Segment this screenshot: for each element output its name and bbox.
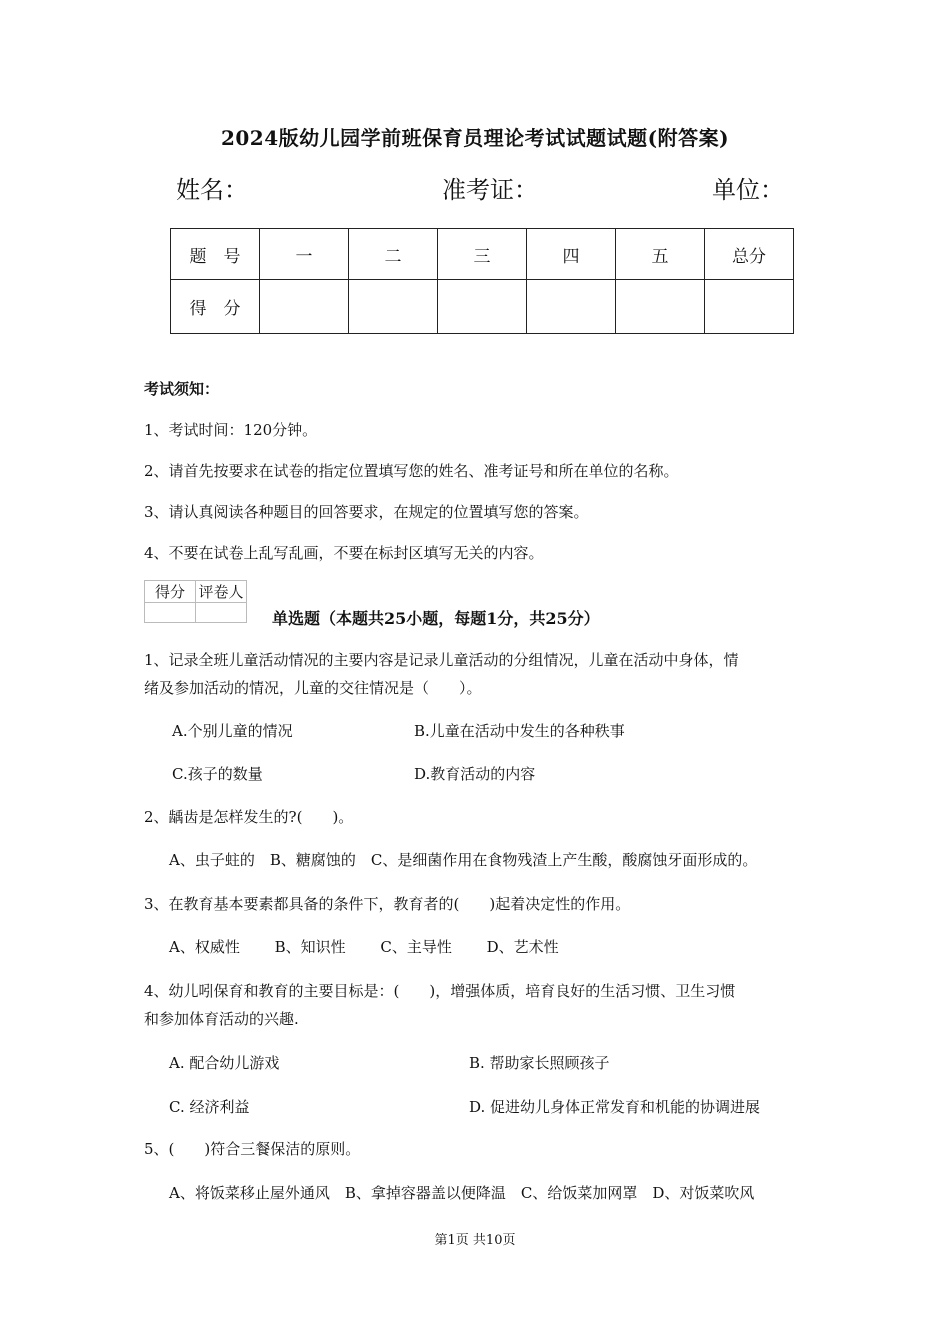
q2-options: A、虫子蛀的 B、糖腐蚀的 C、是细菌作用在食物残渣上产生酸，酸腐蚀牙面形成的。 bbox=[169, 851, 758, 869]
score-header-1: 一 bbox=[260, 229, 349, 280]
page-footer: 第1页 共10页 bbox=[434, 1233, 516, 1248]
unit-field-label: 单位： bbox=[712, 176, 784, 204]
section-title: 单选题（本题共25小题，每题1分，共25分） bbox=[272, 609, 600, 628]
grader-box bbox=[144, 580, 247, 623]
q4-option-c: C. 经济利益 bbox=[169, 1098, 250, 1116]
score-table-header-row bbox=[171, 229, 794, 280]
notice-item-1: 1、考试时间：120分钟。 bbox=[144, 421, 318, 439]
score-row-label: 得 分 bbox=[171, 280, 260, 334]
score-cell-3 bbox=[438, 280, 527, 334]
notice-item-4: 4、不要在试卷上乱写乱画，不要在标封区填写无关的内容。 bbox=[144, 544, 544, 562]
notice-item-3: 3、请认真阅读各种题目的回答要求，在规定的位置填写您的答案。 bbox=[144, 503, 589, 521]
page-title: 2024版幼儿园学前班保育员理论考试试题试题(附答案) bbox=[220, 126, 730, 150]
q1-option-d: D.教育活动的内容 bbox=[414, 765, 536, 783]
q4-text-line1: 4、幼儿吲保育和教育的主要目标是：( )，增强体质，培育良好的生活习惯、卫生习惯 bbox=[144, 982, 736, 1000]
score-header-4: 四 bbox=[527, 229, 616, 280]
score-header-label: 题 号 bbox=[171, 229, 260, 280]
score-table-score-row bbox=[171, 280, 794, 334]
q5-text: 5、( )符合三餐保洁的原则。 bbox=[144, 1140, 361, 1158]
q5-options: A、将饭菜移止屋外通风 B、拿掉容器盖以便降温 C、给饭菜加网罩 D、对饭菜吹风 bbox=[169, 1184, 755, 1202]
q1-text-line1: 1、记录全班儿童活动情况的主要内容是记录儿童活动的分组情况，儿童在活动中身体，情 bbox=[144, 651, 739, 669]
q4-option-d: D. 促进幼儿身体正常发育和机能的协调进展 bbox=[469, 1098, 761, 1116]
score-cell-1 bbox=[260, 280, 349, 334]
notice-item-2: 2、请首先按要求在试卷的指定位置填写您的姓名、准考证号和所在单位的名称。 bbox=[144, 462, 679, 480]
score-header-total: 总分 bbox=[705, 229, 794, 280]
exam-id-field-label: 准考证： bbox=[442, 176, 538, 204]
score-header-3: 三 bbox=[438, 229, 527, 280]
grader-reviewer-cell bbox=[196, 603, 247, 623]
q4-option-a: A. 配合幼儿游戏 bbox=[169, 1054, 280, 1072]
grader-score-label: 得分 bbox=[145, 581, 196, 603]
score-header-5: 五 bbox=[616, 229, 705, 280]
grader-score-cell bbox=[145, 603, 196, 623]
score-cell-5 bbox=[616, 280, 705, 334]
q1-text-line2: 绪及参加活动的情况，儿童的交往情况是（ ）。 bbox=[144, 679, 482, 697]
q3-options: A、权威性 B、知识性 C、主导性 D、艺术性 bbox=[169, 938, 559, 956]
score-cell-total bbox=[705, 280, 794, 334]
name-field-label: 姓名： bbox=[176, 176, 248, 204]
notice-heading: 考试须知： bbox=[144, 380, 220, 398]
score-cell-2 bbox=[349, 280, 438, 334]
q3-text: 3、在教育基本要素都具备的条件下，教育者的( )起着决定性的作用。 bbox=[144, 895, 631, 913]
score-table bbox=[170, 228, 794, 334]
q1-option-c: C.孩子的数量 bbox=[172, 765, 263, 783]
score-cell-4 bbox=[527, 280, 616, 334]
grader-reviewer-label: 评卷人 bbox=[196, 581, 247, 603]
q4-option-b: B. 帮助家长照顾孩子 bbox=[469, 1054, 610, 1072]
q4-text-line2: 和参加体育活动的兴趣. bbox=[144, 1010, 299, 1028]
q1-option-a: A.个别儿童的情况 bbox=[172, 722, 293, 740]
q1-option-b: B.儿童在活动中发生的各种秩事 bbox=[414, 722, 625, 740]
q2-text: 2、龋齿是怎样发生的?( )。 bbox=[144, 808, 354, 826]
score-header-2: 二 bbox=[349, 229, 438, 280]
